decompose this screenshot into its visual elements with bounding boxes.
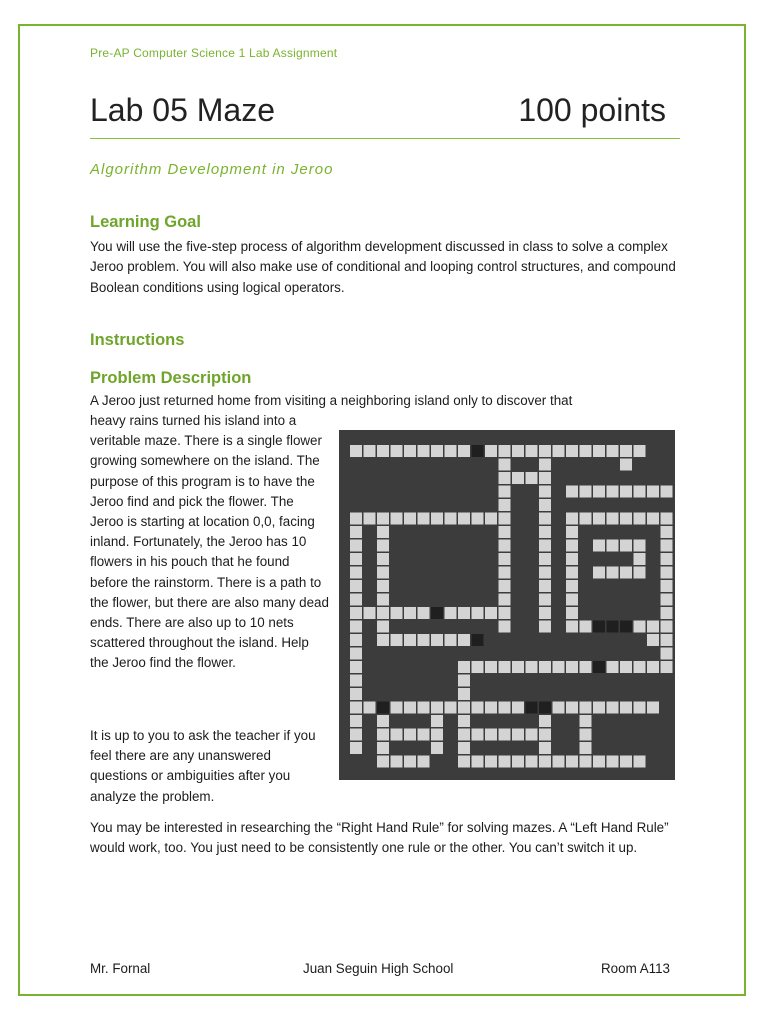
problem-description-heading: Problem Description [90,369,252,387]
title-row [90,92,680,139]
maze-image [339,430,675,780]
right-hand-rule-text: You may be interested in researching the “Right Hand Rule” for solving mazes. A “Left Hand Rule” would work, too. You just need to be consistently one rule or the other. You can’t switch it up. [90,820,669,856]
learning-goal-heading: Learning Goal [90,213,201,231]
page-subtitle: Algorithm Development in Jeroo [90,161,334,178]
instructions-heading: Instructions [90,331,185,349]
problem-first-line: A Jeroo just returned home from visiting a neighboring island only to discover that [90,393,573,408]
footer-room: Room A113 [601,961,670,976]
points-label: 100 points [518,92,666,128]
footer-teacher: Mr. Fornal [90,961,151,976]
ask-teacher-text: It is up to you to ask the teacher if you feel there are any unanswered questions or ambiguities after you analyze the problem. [90,728,316,804]
footer-school: Juan Seguin High School [303,961,454,976]
course-label: Pre-AP Computer Science 1 Lab Assignment [90,46,338,60]
page-title: Lab 05 Maze [90,92,276,128]
learning-goal-text: You will use the five-step process of algorithm development discussed in class to solve a complex Jeroo problem. You will also make use of conditional and looping control structures, and compound Boolean conditions using logical operators. [90,239,676,295]
problem-text: heavy rains turned his island into a veritable maze. There is a single flower growing somewhere on the island. The purpose of this program is to have the Jeroo find and pick the flower. The Jeroo is starting at location 0,0, facing inland. Fortunately, the Jeroo has 10 flowers in his pouch that he found before the rainstorm. There is a path to the flower, but there are also many dead ends. There are also up to 10 nets scattered throughout the island. Help the Jeroo find the flower. [90,413,329,671]
